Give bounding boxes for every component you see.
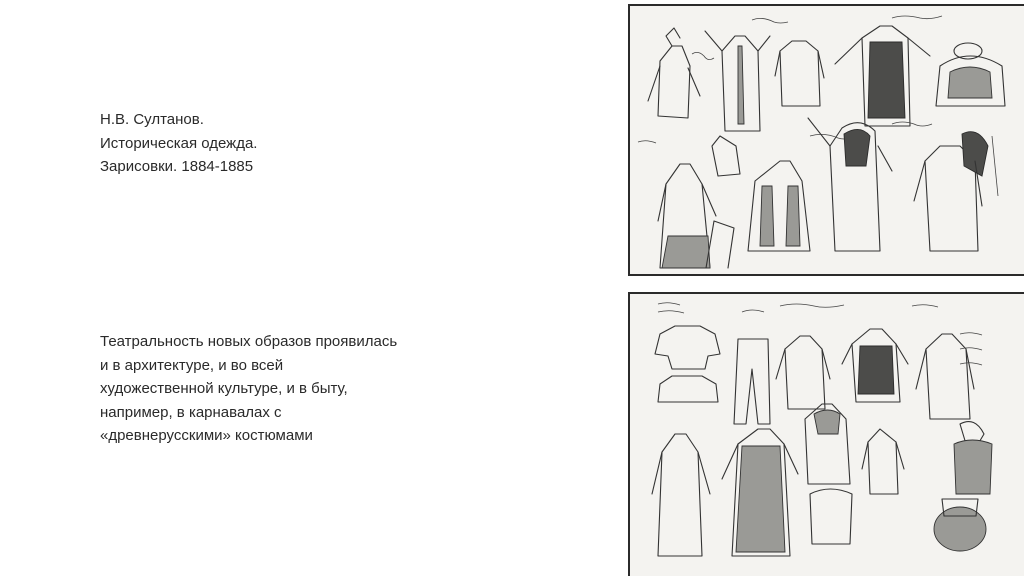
garment-sketch xyxy=(734,310,770,424)
description-line: «древнерусскими» костюмами xyxy=(100,427,313,444)
garment-sketch xyxy=(652,434,710,556)
garment-sketch xyxy=(936,43,1005,106)
garment-sketch xyxy=(835,16,942,126)
caption-author: Н.В. Султанов. xyxy=(100,111,204,128)
caption-title: Историческая одежда. xyxy=(100,134,258,152)
garment-sketch xyxy=(775,41,824,106)
description-line: художественной культуре, и в быту, xyxy=(100,380,348,397)
description-line: Театральность новых образов проявилась xyxy=(100,333,398,350)
garment-sketch xyxy=(914,132,998,251)
garment-sketch xyxy=(655,303,720,402)
garment-sketch xyxy=(776,304,844,409)
sketch-image-bottom xyxy=(628,292,1024,576)
garment-sketch xyxy=(722,429,798,556)
caption-dates: Зарисовки. 1884-1885 xyxy=(100,158,254,175)
sketch-image-top xyxy=(628,4,1024,276)
description-line: например, в карнавалах с xyxy=(100,403,282,421)
caption-block xyxy=(100,108,420,179)
garment-sketch xyxy=(648,28,714,118)
garment-sketch xyxy=(842,329,908,402)
garment-sketch xyxy=(805,404,852,544)
garment-sketch xyxy=(862,429,904,494)
garment-sketch xyxy=(912,305,982,419)
garment-sketch xyxy=(808,118,932,251)
garment-sketch xyxy=(706,136,740,268)
garment-sketch xyxy=(934,422,992,551)
garment-sketch xyxy=(638,141,716,268)
description-line: и в архитектуре, и во всей xyxy=(100,356,284,374)
description-paragraph xyxy=(100,330,480,448)
